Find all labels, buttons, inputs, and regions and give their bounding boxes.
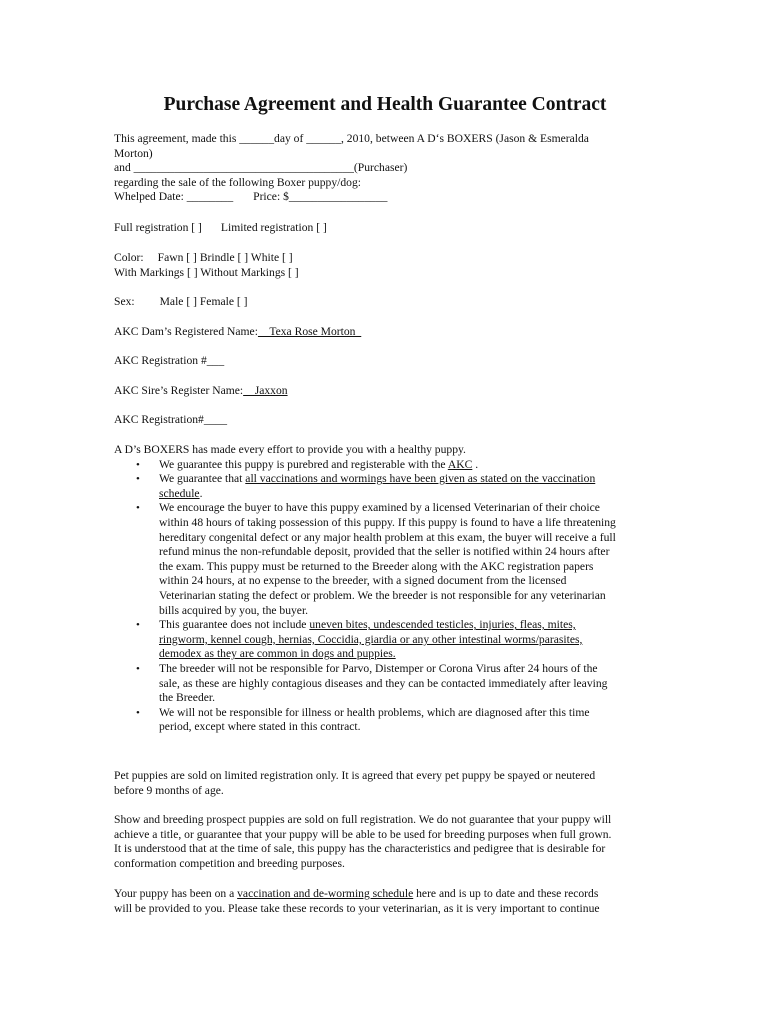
sex-options: Male [ ] Female [ ] bbox=[159, 295, 248, 308]
sire-name-label: AKC Sire’s Register Name: bbox=[114, 384, 244, 397]
limited-registration-checkbox: Limited registration [ ] bbox=[220, 221, 327, 234]
vaccination-schedule-link[interactable]: all vaccinations and wormings have been given as stated on the vaccination bbox=[245, 472, 596, 486]
bullet-icon: • bbox=[136, 502, 140, 515]
dam-name-section bbox=[114, 325, 654, 340]
show-puppies-paragraph: Show and breeding prospect puppies are sold on full registration. We do not guarantee that your puppy will achieve a title, or guarantee that your puppy will be able to be used for breeding purposes when full grown. It is understood that at the time of sale, this puppy has the characteristics and pedigree that is desirable for conformation competition and breeding purposes. bbox=[114, 813, 612, 870]
list-item: • The breeder will not be responsible for Parvo, Distemper or Corona Virus after 24 hours of the sale, as these are highly contagious diseases and they can be contacted immediately after leaving the Breeder. bbox=[136, 661, 608, 705]
markings-options: With Markings [ ] Without Markings [ ] bbox=[114, 265, 299, 279]
intro-line: This agreement, made this ______day of ______, 2010, between A D‘s BOXERS (Jason & Esmeralda bbox=[114, 132, 589, 145]
sire-name-section bbox=[114, 384, 654, 399]
intro-line: and ______________________________________(Purchaser) bbox=[114, 161, 408, 175]
color-options: Fawn [ ] Brindle [ ] White [ ] bbox=[157, 251, 293, 264]
color-label: Color: bbox=[114, 251, 144, 264]
sex-section bbox=[114, 295, 654, 310]
sire-registration-section bbox=[114, 413, 654, 428]
akc-link[interactable]: AKC bbox=[447, 457, 473, 471]
bullet-icon: • bbox=[136, 706, 140, 719]
list-item: • We will not be responsible for illness or health problems, which are diagnosed after this time period, except where stated in this contract. bbox=[136, 705, 590, 734]
list-item: • We encourage the buyer to have this puppy examined by a licensed Veterinarian of their choice within 48 hours of taking possession of this puppy. If this puppy is found to have a life threatening hereditary congenital defect or any major health problem at this exam, the buyer will receive a full refund minus the non-refundable deposit, provided that the seller is notified within 24 hours after the exam. This puppy must be returned to the Breeder along with the AKC registration papers within 24 hours, at no expense to the breeder, with a signed document from the licensed Veterinarian stating the defect or problem. We the breeder is not responsible for any veterinarian bills acquired by you, the buyer. bbox=[136, 501, 616, 617]
dam-registration-section bbox=[114, 354, 654, 369]
price-field: Price: $_________________ bbox=[253, 190, 388, 204]
sire-name-value: Jaxxon bbox=[243, 384, 288, 397]
bullet-icon: • bbox=[136, 458, 140, 471]
document-title: Purchase Agreement and Health Guarantee Contract bbox=[163, 94, 607, 115]
intro-line: Morton) bbox=[114, 146, 153, 160]
dam-registration-value: ___ bbox=[206, 354, 225, 367]
dam-registration-label: AKC Registration # bbox=[114, 354, 207, 367]
vaccination-schedule-link[interactable]: schedule bbox=[159, 486, 200, 500]
color-section bbox=[114, 251, 654, 280]
intro-line: regarding the sale of the following Boxer puppy/dog: bbox=[114, 175, 361, 189]
full-registration-checkbox: Full registration [ ] bbox=[114, 221, 202, 234]
guarantee-lead: A D’s BOXERS has made every effort to provide you with a healthy puppy. bbox=[114, 443, 466, 456]
sire-registration-value: ____ bbox=[203, 413, 228, 426]
list-item: • This guarantee does not include uneven bites, undescended testicles, injuries, fleas, mites, ringworm, kennel cough, hernias, Coccidia, giardia or any other intestinal worms/parasites, demodex as they are common in dogs and puppies. bbox=[136, 618, 583, 661]
bullet-icon: • bbox=[136, 473, 140, 486]
bullet-icon: • bbox=[136, 662, 140, 675]
bullet-icon: • bbox=[136, 619, 140, 632]
whelped-date-field: Whelped Date: ________ bbox=[114, 190, 234, 204]
sex-label: Sex: bbox=[114, 295, 135, 308]
guarantee-section bbox=[114, 443, 654, 735]
dam-name-value: Texa Rose Morton bbox=[257, 325, 362, 338]
vaccination-deworming-link[interactable]: vaccination and de-worming schedule bbox=[237, 887, 414, 900]
whelped-price-line bbox=[114, 190, 654, 205]
guarantee-list bbox=[114, 458, 654, 735]
list-item: • We guarantee that all vaccinations and wormings have been given as stated on the vaccination schedule. bbox=[136, 472, 596, 500]
intro-section bbox=[114, 132, 654, 205]
list-item: • We guarantee this puppy is purebred and registerable with the AKC . bbox=[136, 457, 479, 471]
dam-name-label: AKC Dam’s Registered Name: bbox=[114, 325, 258, 338]
vaccination-paragraph: Your puppy has been on a vaccination and de-worming schedule here and is up to date and these records will be provided to you. Please take these records to your veterinarian, as it is very important to continue bbox=[114, 887, 600, 915]
registration-section bbox=[114, 221, 654, 236]
sire-registration-label: AKC Registration# bbox=[114, 413, 204, 426]
pet-puppies-paragraph: Pet puppies are sold on limited registration only. It is agreed that every pet puppy be spayed or neutered before 9 months of age. bbox=[114, 769, 596, 797]
